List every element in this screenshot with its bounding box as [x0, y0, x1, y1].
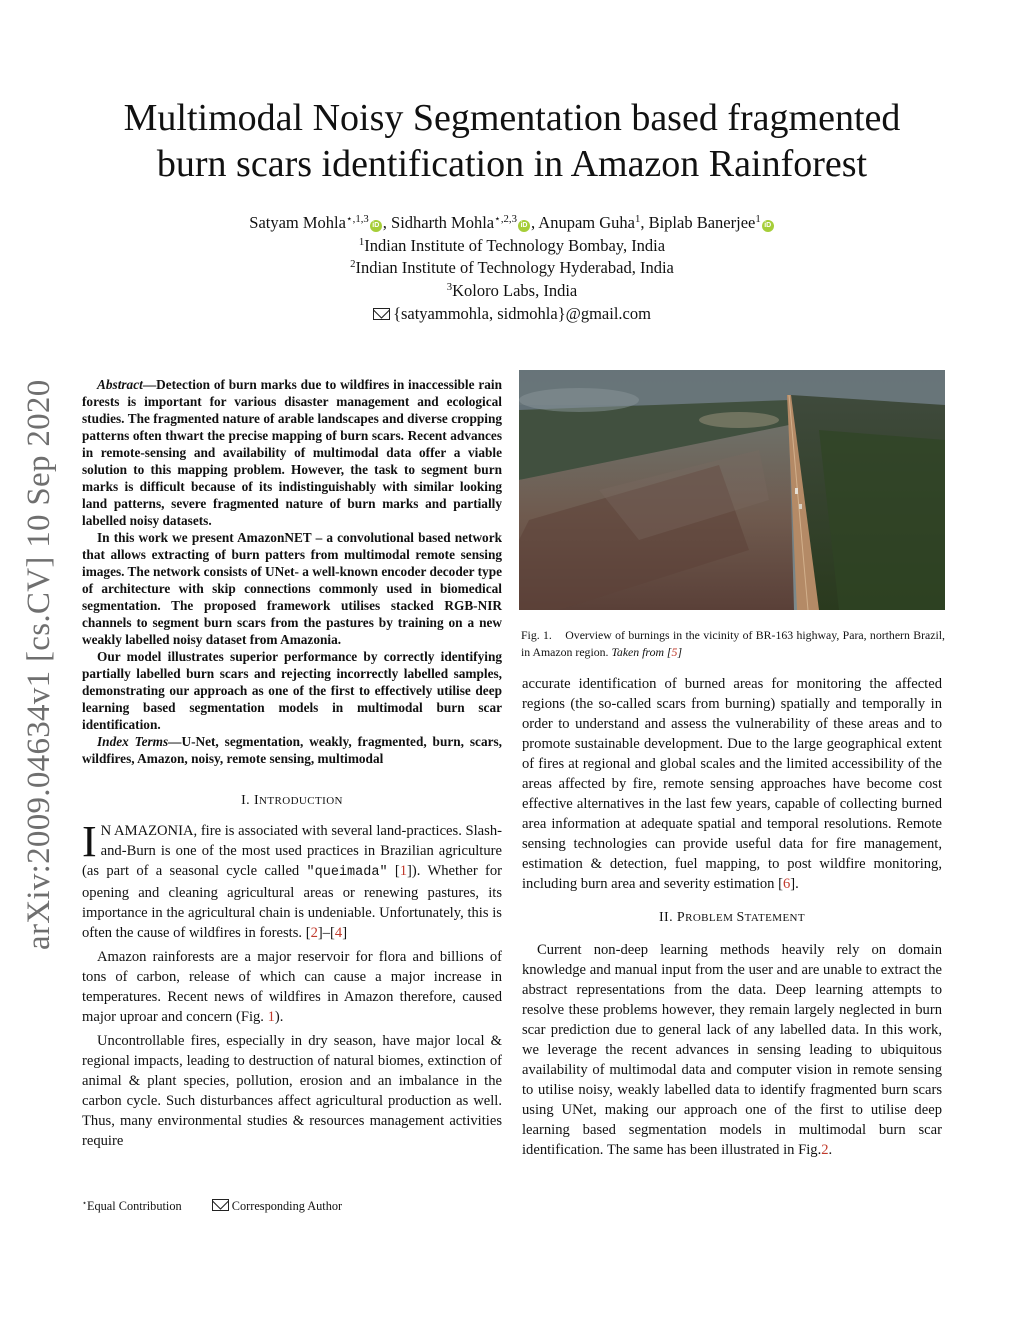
aerial-burn-photo	[519, 370, 945, 610]
body-paragraph: Current non-deep learning methods heavily rely on domain knowledge and manual input from the user and are unable to extract the abstract representations from the data. Deep learning attempts to resolve these problems however, they remain largely neglected in burn scar prediction due to general lack of any labelled data. In this work, we leverage the recent advances in sensing leading to ubiquitous availability of multimodal data and computer vision in remote sensing to utilise noisy, weakly labelled data to identify fragmented burn scars using UNet, making our approach one of the first to utilise deep learning based segmentation models in multimodal burn scar identification. The same has been illustrated in Fig.2.	[522, 942, 942, 1158]
caption-text: Overview of burnings in the vicinity of BR-163 highway, Para, northern Brazil, in Amazon region.	[521, 628, 945, 659]
caption-label: Fig. 1.	[521, 628, 552, 642]
body-paragraph: accurate identification of burned areas for monitoring the affected regions (the so-called scars from burning) spatially and temporally in order to understand and assess the vulnerability of these areas and to promote sustainable development. Due to the large geographical extent of fires at regional and global scales and the limited accessibility of the areas affected by fire, remote sensing approaches have become cost effective alternatives in the last few years, capable of collecting burned area information at adequate spatial and temporal resolutions. Remote sensing technologies can provide useful data for fire management, estimation & detection, fuel mapping, to post wildfire monitoring, including burn area and severity estimation [6].	[522, 676, 942, 892]
affiliation	[150, 257, 874, 279]
author-name: Biplab Banerjee	[648, 213, 756, 232]
intro-paragraph: Amazon rainforests are a major reservoir for flora and billions of tons of carbon, release of which can cause a major increase in temperatures. Recent news of wildfires in Amazon therefore, caused major uproar and concern (Fig. 1).	[82, 949, 502, 1025]
footnote-corresponding-author: Corresponding Author	[231, 1199, 343, 1213]
abstract-paragraph: Our model illustrates superior performance by correctly identifying partially labelled burn scars and rejecting incorrectly labelled samples, demonstrating our approach as one of the first to effectively utilise deep learning based segmentation models in multimodal burn scar identification.	[82, 649, 502, 732]
footnote-equal-contribution: Equal Contribution	[87, 1199, 182, 1213]
citation-link[interactable]: 5	[671, 645, 678, 659]
citation-link[interactable]: 6	[783, 876, 791, 892]
left-column	[82, 376, 502, 1151]
section-heading-introduction: I. INTRODUCTION	[241, 793, 343, 808]
affiliation-superscript: 1	[358, 236, 365, 249]
abstract-paragraph: —Detection of burn marks due to wildfires in inaccessible rain forests is important for various disaster management and ecological studies. The fragmented nature of arable landscapes and diverse cropping patterns often thwart the precise mapping of burn scars. Recent advances in remote-sensing and availability of multimodal data offer a viable solution to this mapping problem. However, the task to segment burn marks is difficult because of its indistinguishably with similar looking land patterns, severe fragmented nature of burn marks and partially labelled noisy datasets.	[82, 377, 502, 528]
right-column	[522, 674, 942, 1160]
index-terms: —U-Net, segmentation, weakly, fragmented, burn, scars, wildfires, Amazon, noisy, remote sensing, multimodal	[82, 734, 502, 766]
author-name: Anupam Guha	[538, 213, 635, 232]
citation-link[interactable]: 4	[334, 925, 343, 941]
affiliation	[150, 235, 874, 257]
author-name: Sidharth Mohla	[391, 213, 495, 232]
figure-link[interactable]: 1	[267, 1009, 275, 1025]
paper-title	[60, 95, 964, 187]
figure-link[interactable]: 2	[821, 1142, 829, 1158]
author-superscript: ⋆,1,3	[345, 213, 369, 226]
author-superscript: 1	[634, 213, 641, 226]
drop-cap: I	[82, 817, 97, 866]
envelope-icon	[212, 1199, 229, 1211]
abstract-paragraph: In this work we present AmazonNET – a convolutional based network that allows extracting of burn patters from multimodal remote sensing images. The network consists of UNet- a well-known encoder decoder type of architecture with skip connections commonly used in biomedical segmentation. The proposed framework utilises stacked RGB-NIR channels to segment burn scars from the pastures by training on a new weakly labelled noisy dataset from Amazonia.	[82, 530, 502, 647]
affiliation-text: Indian Institute of Technology Hyderabad, India	[355, 258, 674, 277]
orcid-icon[interactable]: iD	[518, 220, 530, 232]
affiliation-text: Indian Institute of Technology Bombay, India	[364, 236, 666, 255]
citation-link[interactable]: 2	[310, 925, 318, 941]
title-line-2: burn scars identification in Amazon Rainforest	[156, 143, 868, 185]
abstract-label: Abstract	[97, 377, 143, 392]
figure-caption: Fig. 1. Overview of burnings in the vicinity of BR-163 highway, Para, northern Brazil, in Amazon region. Taken from [5]	[521, 628, 945, 659]
intro-paragraph: Uncontrollable fires, especially in dry season, have major local & regional impacts, leading to destruction of natural biomes, extinction of animal & plant species, pollution, erosion and an imbalance in the carbon cycle. Such disturbances affect agricultural production as well. Thus, many environmental studies & resources management activities require	[82, 1033, 502, 1149]
affiliation	[150, 280, 874, 302]
orcid-icon[interactable]: iD	[370, 220, 382, 232]
orcid-icon[interactable]: iD	[762, 220, 774, 232]
section-heading-problem-statement: II. PROBLEM STATEMENT	[658, 910, 806, 925]
affiliation-superscript: 3	[446, 281, 453, 294]
footnotes	[82, 1197, 342, 1215]
affiliation-superscript: 2	[350, 258, 356, 271]
figure-1-photo	[519, 370, 945, 610]
index-terms-label: Index Terms	[97, 734, 169, 749]
intro-paragraph: I N AMAZONIA, fire is associated with several land-practices. Slash-and-Burn is one of the most used practices in Brazilian agriculture (as part of a seasonal cycle called "queimada" [1]). Whether for opening and cleaning agricultural areas or renewing pastures, its importance in the agricultural chain is undeniable. Unfortunately, this is often the cause of wildfires in forests. [2]–[4]	[82, 817, 502, 941]
envelope-icon	[373, 308, 390, 320]
email-line	[150, 303, 874, 325]
abstract	[82, 376, 502, 767]
citation-link[interactable]: 1	[399, 863, 408, 879]
arxiv-identifier: arXiv:2009.04634v1 [cs.CV] 10 Sep 2020	[21, 379, 57, 950]
email-address[interactable]: {satyammohla, sidmohla}@gmail.com	[393, 304, 651, 323]
author-name: Satyam Mohla	[249, 213, 346, 232]
title-line-1: Multimodal Noisy Segmentation based fragmented	[123, 97, 901, 139]
author-superscript: ⋆,2,3	[494, 213, 517, 226]
author-list: Satyam Mohla$^{⋆,1,3}$iD , Sidharth Mohla$^{⋆,2,3}$iD , Anupam Guha$^1$, Biplab Banerjee$^1$iD	[150, 212, 874, 234]
affiliation-text: Koloro Labs, India	[452, 281, 578, 300]
footnote-marker: ⋆	[82, 1198, 87, 1208]
author-superscript: 1	[755, 213, 761, 226]
